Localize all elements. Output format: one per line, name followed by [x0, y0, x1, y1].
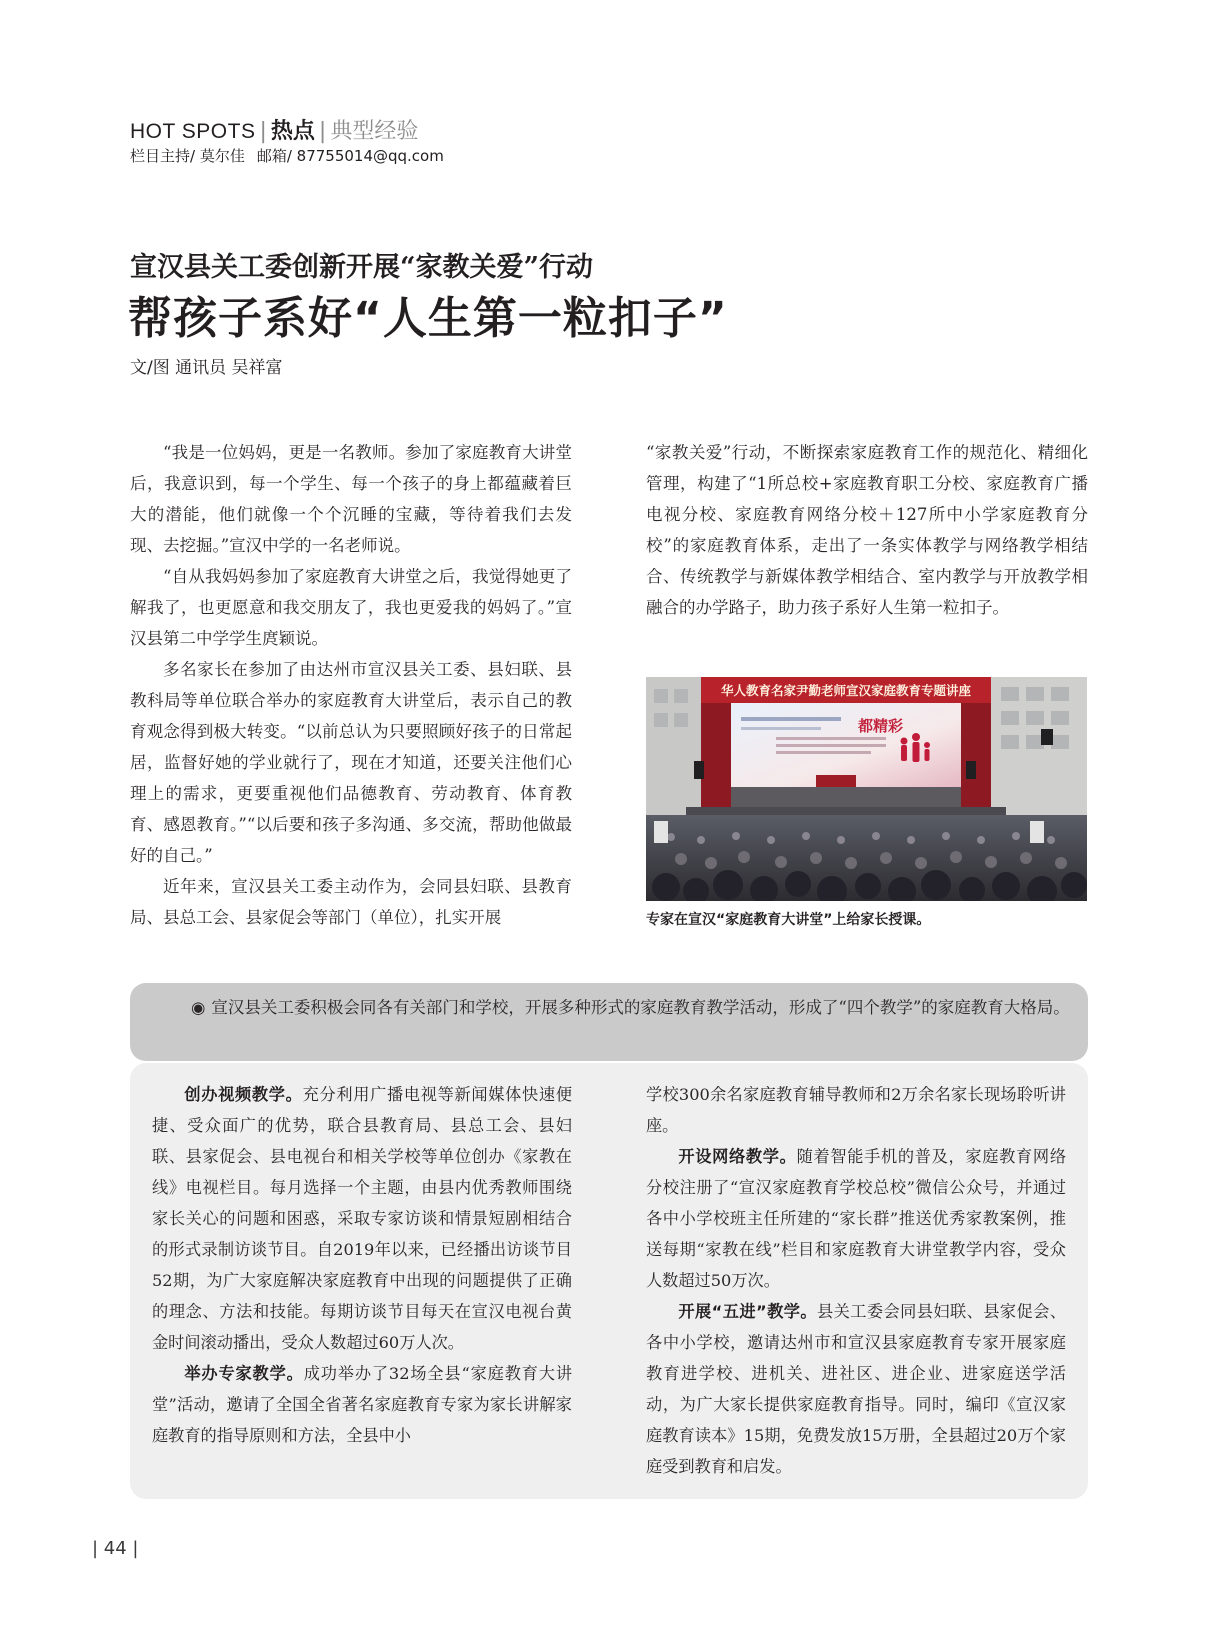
paragraph: “家教关爱”行动，不断探索家庭教育工作的规范化、精细化管理，构建了“1所总校+家庭教育职工分校、家庭教育广播电视分校、家庭教育网络分校＋127所中小学家庭教育分校”的家庭教育体系，走出了一条实体教学与网络教学相结合、传统教学与新媒体教学相结合、室内教学与开放教学相融合的办学路子，助力孩子系好人生第一粒扣子。	[646, 443, 1088, 617]
stage-banner-text: 华人教育名家尹勤老师宣汉家庭教育专题讲座	[720, 683, 972, 698]
column-host: 栏目主持/ 莫尔佳	[130, 147, 245, 165]
page-number: | 44 |	[92, 1538, 139, 1559]
method-text: 成功举办了32场全县“家庭教育大讲堂”活动，邀请了全国全省著名家庭教育专家为家长讲解家庭教育的指导原则和方法，全县中小	[152, 1364, 573, 1445]
right-column	[646, 437, 1088, 623]
section-en: HOT SPOTS	[130, 120, 256, 143]
screen-slogan: 都精彩	[858, 717, 904, 735]
method-title: 开展“五进”教学。	[678, 1302, 817, 1321]
method-paragraph	[152, 1358, 572, 1451]
method-text-continued: 学校300余名家庭教育辅导教师和2万余名家长现场聆听讲座。	[646, 1085, 1066, 1135]
method-paragraph	[152, 1079, 572, 1358]
method-paragraph	[646, 1296, 1066, 1482]
method-title: 举办专家教学。	[184, 1364, 304, 1383]
highlight-text-block	[145, 992, 1073, 1023]
lecture-photo	[646, 677, 1087, 901]
methods-right-column	[646, 1079, 1066, 1482]
article-byline: 文/图 通讯员 吴祥富	[130, 358, 283, 378]
paragraph: 近年来，宣汉县关工委主动作为，会同县妇联、县教育局、县总工会、县家促会等部门（单位），扎实开展	[130, 877, 572, 927]
photo-caption: 专家在宣汉“家庭教育大讲堂”上给家长授课。	[646, 912, 931, 928]
article-headline: 帮孩子系好“人生第一粒扣子”	[128, 293, 728, 344]
highlight-text: 宣汉县关工委积极会同各有关部门和学校，开展多种形式的家庭教育教学活动，形成了“四个教学”的家庭教育大格局。	[211, 998, 1070, 1017]
method-text: 充分利用广播电视等新闻媒体快速便捷、受众面广的优势，联合县教育局、县总工会、县妇联、县家促会、县电视台和相关学校等单位创办《家教在线》电视栏目。每月选择一个主题，由县内优秀教师围绕家长关心的问题和困惑，采取专家访谈和情景短剧相结合的形式录制访谈节目。自2019年以来，已经播出访谈节目52期，为广大家庭解决家庭教育中出现的问题提供了正确的理念、方法和技能。每期访谈节目每天在宣汉电视台黄金时间滚动播出，受众人数超过60万人次。	[152, 1085, 573, 1352]
paragraph: 多名家长在参加了由达州市宣汉县关工委、县妇联、县教科局等单位联合举办的家庭教育大讲堂后，表示自己的教育观念得到极大转变。“以前总认为只要照顾好孩子的日常起居，监督好她的学业就行了，现在才知道，还要关注他们心理上的需求，更要重视他们品德教育、劳动教育、体育教育、感恩教育。”“以后要和孩子多沟通、多交流，帮助他做最好的自己。”	[130, 660, 572, 865]
paragraph: “我是一位妈妈，更是一名教师。参加了家庭教育大讲堂后，我意识到，每一个学生、每一个孩子的身上都蕴藏着巨大的潜能，他们就像一个个沉睡的宝藏，等待着我们去发现、去挖掘。”宣汉中学的一名老师说。	[130, 443, 572, 555]
method-title: 创办视频教学。	[184, 1085, 303, 1104]
article-kicker: 宣汉县关工委创新开展“家教关爱”行动	[130, 252, 594, 283]
column-email: 邮箱/ 87755014@qq.com	[256, 147, 444, 165]
methods-left-column	[152, 1079, 572, 1451]
method-text: 随着智能手机的普及，家庭教育网络分校注册了“宣汉家庭教育学校总校”微信公众号，并通过各中小学校班主任所建的“家长群”推送优秀家教案例，推送每期“家教在线”栏目和家庭教育大讲堂教学内容，受众人数超过50万次。	[646, 1147, 1067, 1290]
left-column	[130, 437, 572, 933]
bullet-icon: ◉	[191, 998, 206, 1017]
method-paragraph	[646, 1141, 1066, 1296]
method-title: 开设网络教学。	[678, 1147, 797, 1166]
section-sub: 典型经验	[330, 119, 419, 144]
column-host-line	[130, 146, 444, 166]
section-header: HOT SPOTS | 热点 | 典型经验	[130, 118, 419, 144]
method-text: 县关工委会同县妇联、县家促会、各中小学校，邀请达州市和宣汉县家庭教育专家开展家庭教育进学校、进机关、进社区、进企业、进家庭送学活动，为广大家长提供家庭教育指导。同时，编印《宣汉家庭教育读本》15期，免费发放15万册，全县超过20万个家庭受到教育和启发。	[646, 1302, 1067, 1476]
paragraph: “自从我妈妈参加了家庭教育大讲堂之后，我觉得她更了解我了，也更愿意和我交朋友了，我也更爱我的妈妈了。”宣汉县第二中学学生庹颖说。	[130, 567, 572, 648]
section-hot: 热点	[270, 118, 315, 144]
